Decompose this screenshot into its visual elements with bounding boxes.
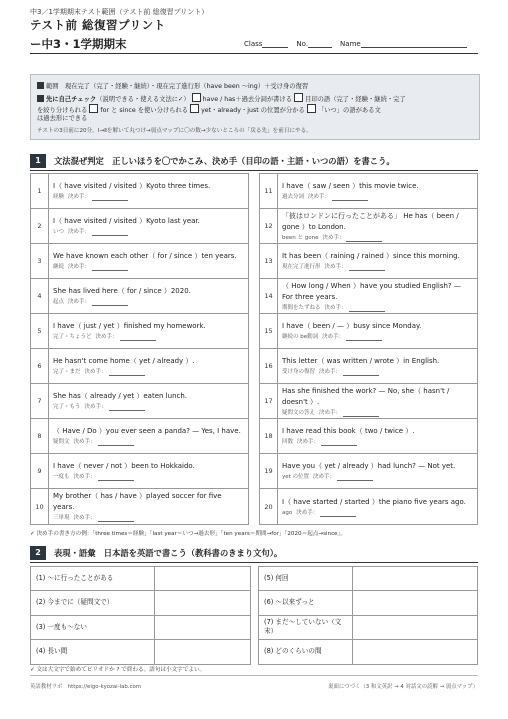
question-text[interactable]: We have known each other（ for / since ）ten years. bbox=[53, 252, 237, 260]
check-option-5: 「いつ」の語がある文 bbox=[317, 107, 381, 114]
answer-blank[interactable] bbox=[349, 311, 385, 312]
question-body bbox=[282, 349, 473, 383]
question-text[interactable]: （ Have / Do ）you ever seen a panda? — Yes, I have. bbox=[53, 427, 241, 435]
question-hint bbox=[53, 228, 244, 236]
question-text[interactable]: My brother（ has / have ）played soccer for five years. bbox=[53, 492, 222, 511]
vocab-prompt: (1) 〜に行ったことがある bbox=[31, 567, 155, 590]
question-number: 19 bbox=[260, 454, 278, 488]
question-text[interactable]: He hasn't come home（ yet / already ）. bbox=[53, 357, 195, 365]
question-row bbox=[260, 279, 477, 314]
question-text[interactable]: I（ have visited / visited ）Kyoto last year. bbox=[53, 217, 200, 225]
hint-blank-label: 決め手： bbox=[68, 299, 91, 305]
question-row bbox=[260, 244, 477, 279]
page-subtitle: ー中3・1学期期末 bbox=[30, 37, 127, 51]
question-body bbox=[282, 209, 473, 243]
question-text[interactable]: This letter（ was written / wrote ）in English. bbox=[282, 357, 440, 365]
question-number: 11 bbox=[260, 174, 278, 208]
hint-word: yet の位置 bbox=[282, 474, 310, 480]
question-hint bbox=[53, 298, 244, 306]
question-body bbox=[282, 489, 473, 524]
class-field[interactable] bbox=[262, 47, 288, 48]
question-hint bbox=[282, 263, 473, 271]
hint-blank-label: 決め手： bbox=[322, 234, 345, 241]
hint-blank-label: 決め手： bbox=[313, 474, 336, 480]
hint-word: 完了・まだ bbox=[53, 369, 81, 375]
question-body bbox=[53, 454, 244, 488]
hint-blank-label: 決め手： bbox=[73, 515, 96, 521]
hint-word: 一度も bbox=[53, 474, 70, 480]
question-number: 20 bbox=[260, 489, 278, 524]
answer-blank[interactable] bbox=[92, 305, 128, 306]
check-option-2: 目印の語（完了・経験・継続・完了 bbox=[305, 96, 406, 103]
answer-blank[interactable] bbox=[321, 445, 357, 446]
scope-text: 範囲 現在完了（完了・経験・継続）・現在完了進行形（have been ～ing）＋受け身の復習 bbox=[46, 83, 309, 90]
question-text[interactable]: 「彼はロンドンに行ったことがある」 He has（ been / gone ）to London. bbox=[282, 211, 459, 231]
self-check-line-2 bbox=[37, 104, 381, 115]
checkbox-icon[interactable] bbox=[307, 104, 316, 113]
self-check-box bbox=[30, 74, 480, 140]
question-body bbox=[53, 174, 244, 208]
section-number: 1 bbox=[30, 154, 46, 168]
vocab-prompt: (4) 長い間 bbox=[31, 640, 155, 664]
question-body bbox=[53, 314, 244, 348]
checkbox-icon[interactable] bbox=[89, 104, 98, 113]
question-number: 13 bbox=[260, 244, 278, 278]
question-body bbox=[282, 419, 473, 453]
checkbox-icon[interactable] bbox=[190, 104, 199, 113]
question-number: 17 bbox=[260, 384, 278, 418]
question-body bbox=[53, 384, 244, 418]
question-number: 3 bbox=[31, 244, 49, 278]
hint-blank-label: 決め手： bbox=[84, 404, 107, 410]
question-text[interactable]: Has she finished the work? — No, she（ hasn't / doesn't ）. bbox=[282, 386, 450, 406]
question-row bbox=[31, 174, 248, 209]
hint-blank-label: 決め手： bbox=[322, 334, 345, 340]
hint-word: 継続 bbox=[53, 264, 65, 270]
footer-continue: 裏面につづく（3 和文英訳 → 4 対話文の読解 → 弱点マップ） bbox=[328, 684, 478, 690]
question-hint bbox=[282, 234, 473, 242]
self-check-note: （説明できる・使える文法に✓） bbox=[96, 96, 190, 103]
answer-blank[interactable] bbox=[332, 200, 368, 201]
hint-word: 完了・ちょうど bbox=[53, 334, 92, 340]
hint-blank-label: 決め手： bbox=[319, 369, 342, 375]
vocab-row bbox=[259, 567, 477, 591]
vocab-answer-field[interactable] bbox=[353, 591, 477, 614]
number-label: No. bbox=[296, 40, 309, 48]
hint-word: いつ bbox=[53, 229, 65, 235]
vocab-prompt: (7) まだ〜していない（文末） bbox=[259, 616, 353, 639]
question-row bbox=[260, 349, 477, 384]
answer-blank[interactable] bbox=[346, 340, 382, 341]
class-label: Class bbox=[244, 40, 263, 48]
answer-blank[interactable] bbox=[343, 375, 379, 376]
question-hint bbox=[282, 438, 473, 446]
checkbox-icon[interactable] bbox=[192, 93, 201, 102]
hint-word: 現在完了進行形 bbox=[282, 264, 321, 270]
hint-blank-label: 決め手： bbox=[95, 334, 118, 340]
question-hint bbox=[282, 333, 473, 341]
question-hint bbox=[282, 193, 473, 201]
question-hint bbox=[53, 368, 244, 376]
answer-blank[interactable] bbox=[109, 410, 145, 411]
vocab-table-right bbox=[258, 566, 478, 665]
vocab-table-left bbox=[30, 566, 251, 665]
hint-blank-label: 決め手： bbox=[68, 194, 91, 200]
answer-blank[interactable] bbox=[92, 200, 128, 201]
question-number: 8 bbox=[31, 419, 49, 453]
name-label: Name bbox=[340, 40, 361, 48]
self-check-lead: 先に自己チェック bbox=[46, 96, 97, 103]
page-title: テスト前 総復習プリント bbox=[30, 18, 166, 32]
question-hint bbox=[282, 409, 473, 417]
vocab-answer-field[interactable] bbox=[353, 640, 477, 664]
hint-blank-label: 決め手： bbox=[308, 194, 331, 200]
answer-blank[interactable] bbox=[98, 445, 134, 446]
question-row bbox=[31, 279, 248, 314]
hint-blank-label: 決め手： bbox=[68, 264, 91, 270]
question-hint bbox=[282, 368, 473, 376]
question-number: 5 bbox=[31, 314, 49, 348]
question-body bbox=[53, 244, 244, 278]
section-2-note: ✓ 文は大文字で始めてピリオドか ? で終わる。語句は小文字でよい。 bbox=[30, 667, 206, 673]
answer-blank[interactable] bbox=[92, 235, 128, 236]
vocab-answer-field[interactable] bbox=[155, 640, 250, 664]
question-row bbox=[31, 384, 248, 419]
section-rule bbox=[30, 170, 478, 171]
vocab-answer-field[interactable] bbox=[155, 591, 250, 614]
vocab-row bbox=[31, 567, 250, 591]
vocab-row bbox=[31, 616, 250, 640]
question-text[interactable]: I have read this book（ two / twice ）. bbox=[282, 427, 415, 435]
section-rule bbox=[30, 562, 478, 563]
hint-word: 疑問文 bbox=[53, 439, 70, 445]
question-hint bbox=[282, 304, 473, 312]
question-number: 18 bbox=[260, 419, 278, 453]
checkbox-icon[interactable] bbox=[294, 93, 303, 102]
question-row bbox=[260, 454, 477, 489]
question-text[interactable]: I（ have started / started ）the piano five years ago. bbox=[282, 497, 466, 506]
answer-blank[interactable] bbox=[92, 270, 128, 271]
answer-blank[interactable] bbox=[98, 480, 134, 481]
question-text[interactable]: I have（ saw / seen ）this movie twice. bbox=[282, 182, 419, 190]
check-option-3: for と since を使い分けられる bbox=[100, 107, 189, 114]
question-body bbox=[282, 174, 473, 208]
section-number: 2 bbox=[30, 546, 46, 560]
hint-word: 完了・もう bbox=[53, 404, 81, 410]
question-number: 1 bbox=[31, 174, 49, 208]
question-column-left bbox=[30, 173, 249, 525]
hint-blank-label: 決め手： bbox=[296, 509, 319, 516]
hint-word: 期間をたずねる bbox=[282, 304, 321, 311]
question-body bbox=[53, 489, 244, 524]
hint-blank-label: 決め手： bbox=[297, 439, 320, 445]
question-row bbox=[31, 419, 248, 454]
question-number: 4 bbox=[31, 279, 49, 313]
question-number: 9 bbox=[31, 454, 49, 488]
hint-word: 回数 bbox=[282, 439, 294, 445]
hint-word: 起点 bbox=[53, 299, 65, 305]
hint-blank-label: 決め手： bbox=[324, 304, 347, 311]
square-bullet-icon bbox=[37, 82, 44, 89]
hint-word: 過去分詞 bbox=[282, 194, 305, 200]
question-text[interactable]: She has（ already / yet ）eaten lunch. bbox=[53, 392, 188, 400]
hint-blank-label: 決め手： bbox=[73, 439, 96, 445]
hint-word: 疑問文の答え bbox=[282, 409, 316, 416]
vocab-prompt: (2) 今までに（疑問文で） bbox=[31, 591, 155, 614]
question-body bbox=[282, 384, 473, 418]
question-row bbox=[260, 209, 477, 244]
question-number: 10 bbox=[31, 489, 49, 524]
question-hint bbox=[282, 509, 473, 517]
vocab-row bbox=[31, 640, 250, 664]
question-body bbox=[282, 244, 473, 278]
question-row bbox=[31, 314, 248, 349]
hint-word: 受け身の復習 bbox=[282, 369, 316, 375]
check-option-5-cont: は過去形にできる bbox=[37, 115, 88, 122]
hint-word: 三単現 bbox=[53, 515, 70, 521]
question-body bbox=[53, 349, 244, 383]
question-hint bbox=[53, 473, 244, 481]
hint-blank-label: 決め手： bbox=[73, 474, 96, 480]
question-row bbox=[31, 349, 248, 384]
question-number: 15 bbox=[260, 314, 278, 348]
name-field[interactable] bbox=[361, 47, 467, 48]
scope-line bbox=[37, 82, 308, 91]
vocab-answer-field[interactable] bbox=[155, 616, 250, 639]
hint-blank-label: 決め手： bbox=[68, 229, 91, 235]
section-1-note: ✓ 決め手の書き方の例：「three times＝経験」「last year＝いつ→過去形」「ten years＝期間→for」「2020＝起点→since」。 bbox=[30, 531, 346, 537]
hint-word: been と gone bbox=[282, 234, 319, 241]
section-title: 文法混ぜ判定 正しいほうを〇でかこみ、決め手（目印の語・主語・いつの語）を書こう。 bbox=[54, 156, 395, 166]
vocab-prompt: (8) どのくらいの間 bbox=[259, 640, 353, 664]
question-row bbox=[31, 244, 248, 279]
check-option-1: have / has＋過去分詞が書ける bbox=[202, 96, 293, 103]
vocab-prompt: (3) 一度も〜ない bbox=[31, 616, 155, 639]
question-hint bbox=[53, 263, 244, 271]
vocab-row bbox=[31, 591, 250, 615]
question-hint bbox=[53, 438, 244, 446]
hint-blank-label: 決め手： bbox=[324, 264, 347, 270]
question-body bbox=[282, 454, 473, 488]
self-check-line bbox=[37, 93, 406, 104]
check-option-4: yet・already・just の位置が分かる bbox=[201, 107, 305, 114]
question-hint bbox=[53, 333, 244, 341]
question-body bbox=[53, 209, 244, 243]
study-instructions: テストの3日前に20分。Ⅰ→Ⅱを解いて丸つけ→弱点マップに〇の数→少ないところの「戻る先」を前日にやる。 bbox=[37, 128, 312, 134]
question-row bbox=[260, 489, 477, 524]
title-rule bbox=[30, 53, 478, 54]
hint-blank-label: 決め手： bbox=[84, 369, 107, 375]
question-body bbox=[282, 279, 473, 313]
hint-blank-label: 決め手： bbox=[319, 409, 342, 416]
top-label: 中3／1学期期末テスト範囲（テスト前 総復習プリント） bbox=[30, 8, 209, 16]
vocab-prompt: (5) 何回 bbox=[259, 567, 353, 590]
section-title: 表現・語彙 日本語を英語で書こう（教科書のきまり文句）。 bbox=[54, 548, 283, 558]
question-row bbox=[260, 174, 477, 209]
question-text[interactable]: I（ have visited / visited ）Kyoto three times. bbox=[53, 182, 211, 190]
question-text[interactable]: （ How long / When ）have you studied English? — For three years. bbox=[282, 281, 461, 301]
footer-site: 英語教材ラボ https://eigo-kyozai-lab.com bbox=[30, 684, 142, 690]
question-text[interactable]: Have you（ yet / already ）had lunch? — Not yet. bbox=[282, 462, 456, 470]
question-number: 6 bbox=[31, 349, 49, 383]
answer-blank[interactable] bbox=[337, 480, 373, 481]
question-number: 2 bbox=[31, 209, 49, 243]
question-row bbox=[31, 489, 248, 524]
number-field[interactable] bbox=[308, 47, 332, 48]
answer-blank[interactable] bbox=[349, 270, 385, 271]
question-row bbox=[260, 384, 477, 419]
question-number: 14 bbox=[260, 279, 278, 313]
question-row bbox=[260, 314, 477, 349]
question-text[interactable]: I have（ been / — ）busy since Monday. bbox=[282, 322, 422, 330]
question-hint bbox=[282, 473, 473, 481]
question-body bbox=[53, 419, 244, 453]
answer-blank[interactable] bbox=[346, 241, 382, 242]
question-text[interactable]: She has lived here（ for / since ）2020. bbox=[53, 287, 191, 295]
hint-word: 継続の be動詞 bbox=[282, 334, 319, 340]
question-body bbox=[282, 314, 473, 348]
check-option-2-cont: を絞り分けられる bbox=[37, 107, 88, 114]
question-number: 16 bbox=[260, 349, 278, 383]
question-hint bbox=[53, 193, 244, 201]
question-number: 7 bbox=[31, 384, 49, 418]
question-row bbox=[31, 209, 248, 244]
student-info-fields bbox=[244, 40, 467, 48]
question-row bbox=[260, 419, 477, 454]
square-bullet-icon bbox=[37, 95, 44, 102]
vocab-answer-field[interactable] bbox=[155, 567, 250, 590]
question-text[interactable]: It has been（ raining / rained ）since this morning. bbox=[282, 252, 460, 260]
vocab-answer-field[interactable] bbox=[353, 567, 477, 590]
question-text[interactable]: I have（ just / yet ）finished my homework. bbox=[53, 322, 206, 330]
answer-blank[interactable] bbox=[343, 416, 379, 417]
answer-blank[interactable] bbox=[320, 516, 356, 517]
answer-blank[interactable] bbox=[109, 375, 145, 376]
question-hint bbox=[53, 403, 244, 411]
vocab-answer-field[interactable] bbox=[353, 616, 477, 639]
answer-blank[interactable] bbox=[98, 521, 134, 522]
vocab-prompt: (6) 〜以来ずっと bbox=[259, 591, 353, 614]
vocab-row bbox=[259, 640, 477, 664]
question-text[interactable]: I have（ never / not ）been to Hokkaido. bbox=[53, 462, 195, 470]
vocab-row bbox=[259, 591, 477, 615]
hint-word: ago bbox=[282, 509, 293, 516]
footer-rule bbox=[30, 675, 478, 676]
question-row bbox=[31, 454, 248, 489]
question-body bbox=[53, 279, 244, 313]
question-column-right bbox=[259, 173, 478, 525]
question-number: 12 bbox=[260, 209, 278, 243]
hint-word: 経験 bbox=[53, 194, 65, 200]
answer-blank[interactable] bbox=[120, 340, 156, 341]
vocab-row bbox=[259, 616, 477, 640]
question-hint bbox=[53, 514, 244, 522]
